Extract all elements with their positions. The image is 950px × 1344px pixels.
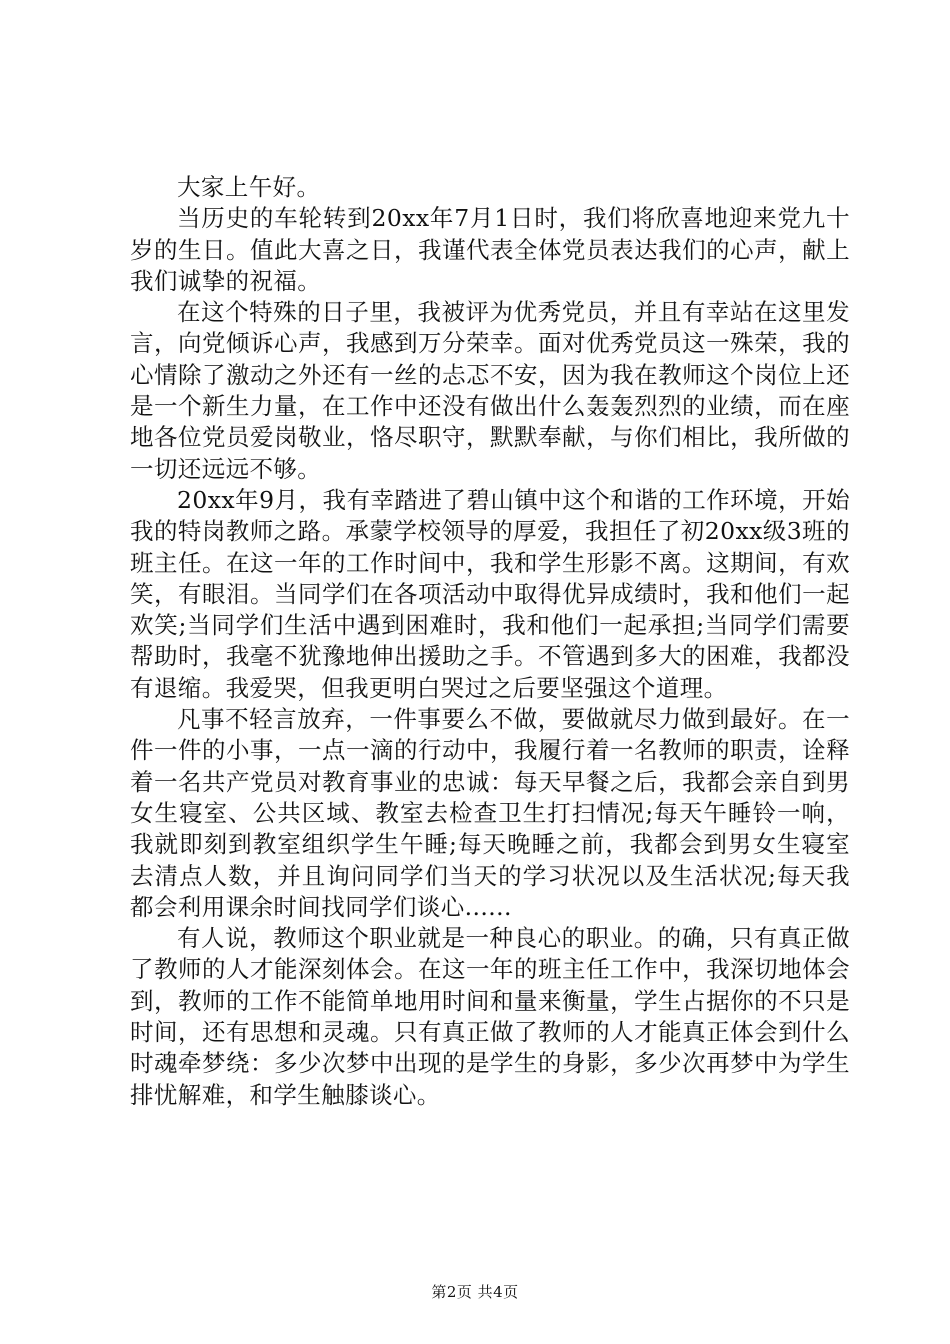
page-footer: 第2页 共4页 (431, 1283, 519, 1301)
paragraph-daily-duties: 凡事不轻言放弃，一件事要么不做，要做就尽力做到最好。在一件一件的小事，一点一滴的行动中，我履行着一名教师的职责，诠释着一名共产党员对教育事业的忠诚：每天早餐之后，我都会亲自到男女生寝室、公共区域、教室去检查卫生打扫情况;每天午睡铃一响，我就即刻到教室组织学生午睡;每天晚睡之前，我都会到男女生寝室去清点人数，并且询问同学们当天的学习状况以及生活状况;每天我都会利用课余时间找同学们谈心...... (130, 705, 850, 921)
paragraph-teaching-start: 20xx年9月，我有幸踏进了碧山镇中这个和谐的工作环境，开始我的特岗教师之路。承蒙学校领导的厚爱，我担任了初20xx级3班的班主任。在这一年的工作时间中，我和学生形影不离。这期间，有欢笑，有眼泪。当同学们在各项活动中取得优异成绩时，我和他们一起欢笑;当同学们生活中遇到困难时，我和他们一起承担;当同学们需要帮助时，我毫不犹豫地伸出援助之手。不管遇到多大的困难，我都没有退缩。我爱哭，但我更明白哭过之后要坚强这个道理。 (130, 485, 850, 702)
paragraph-honor: 在这个特殊的日子里，我被评为优秀党员，并且有幸站在这里发言，向党倾诉心声，我感到万分荣幸。面对优秀党员这一殊荣，我的心情除了激动之外还有一丝的忐忑不安，因为我在教师这个岗位上还是一个新生力量，在工作中还没有做出什么轰轰烈烈的业绩，而在座地各位党员爱岗敬业，恪尽职守，默默奉献，与你们相比，我所做的一切还远远不够。 (130, 298, 850, 483)
body-text (130, 172, 850, 1111)
paragraph-conscience: 有人说，教师这个职业就是一种良心的职业。的确，只有真正做了教师的人才能深刻体会。在这一年的班主任工作中，我深切地体会到，教师的工作不能简单地用时间和量来衡量，学生占据你的不只是时间，还有思想和灵魂。只有真正做了教师的人才能真正体会到什么时魂牵梦绕：多少次梦中出现的是学生的身影，多少次再梦中为学生排忧解难，和学生触膝谈心。 (130, 924, 850, 1109)
paragraph-anniversary: 当历史的车轮转到20xx年7月1日时，我们将欣喜地迎来党九十岁的生日。值此大喜之日，我谨代表全体党员表达我们的心声，献上我们诚挚的祝福。 (130, 204, 850, 295)
paragraph-greeting: 大家上午好。 (177, 173, 321, 201)
